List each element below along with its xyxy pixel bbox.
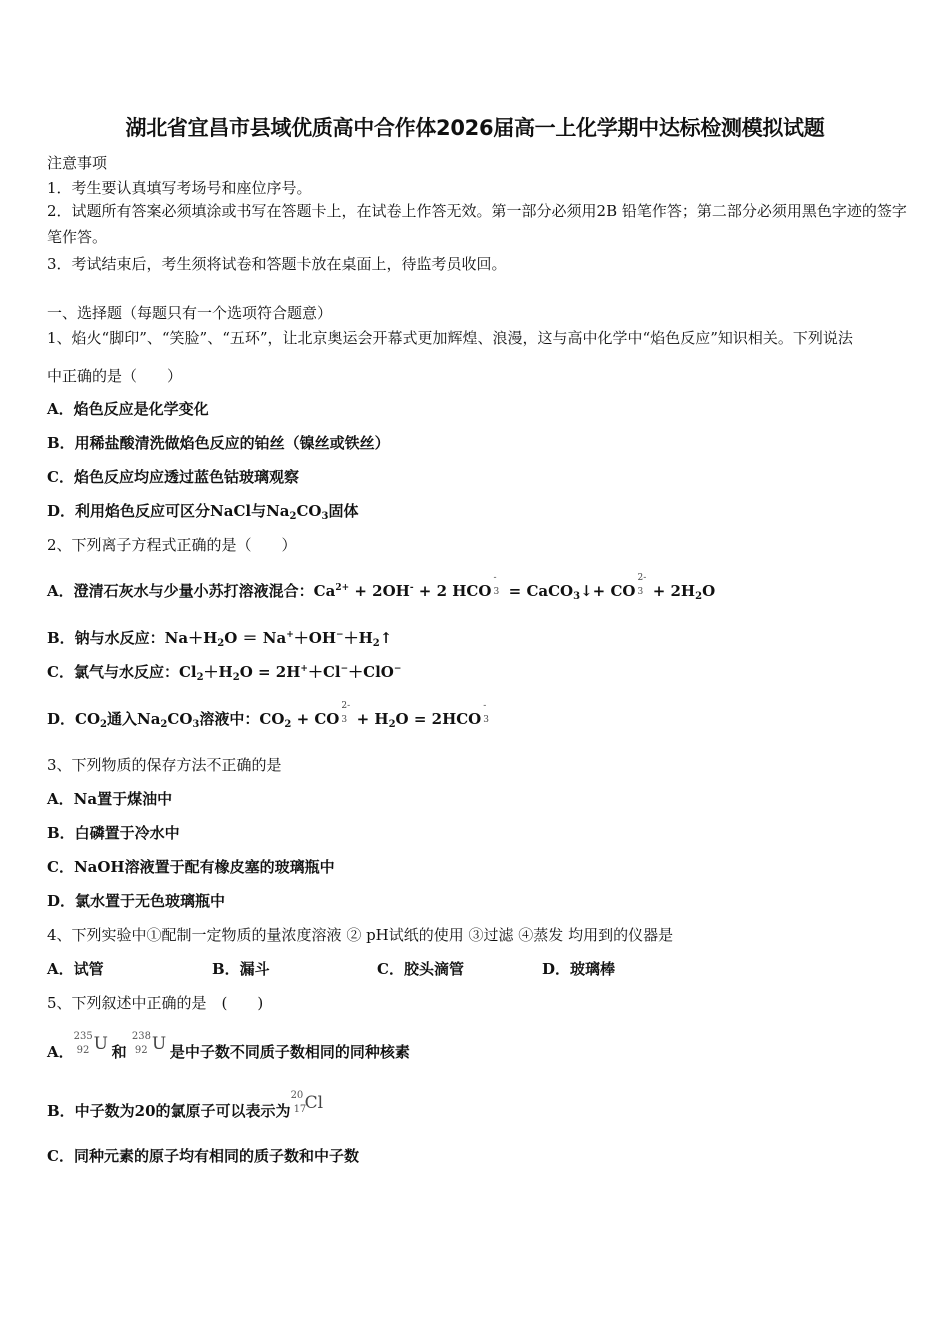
q2-option-d: D．$CO_2$通入$Na_2CO_3$溶液中：$CO_2$ + CO 2- 3 + $H_2O = 2HCO$ - 3 [47,708,493,729]
q5-stem: 5、下列叙述中正确的是 ( ) [47,994,264,1012]
q3-option-c: C．NaOH溶液置于配有橡皮塞的玻璃瓶中 [47,858,335,876]
ion-charge-label: - 3 [483,701,489,725]
notice-heading: 注意事项 [47,154,108,172]
q5-option-c: C．同种元素的原子均有相同的质子数和中子数 [47,1147,359,1165]
q1-stem: 1、焰火“脚印”、“笑脸”、“五环”，让北京奥运会开幕式更加辉煌、浪漫，这与高中化学中“焰色反应”知识相关。下列说法 [47,329,853,347]
q5-option-b: B．中子数为20的氯原子可以表示为 20 17 Cl [47,1098,329,1121]
q2-option-c: C．氯气与水反应：$Cl_2+H_2O = 2H^++Cl^-+ClO^-$ [47,663,402,683]
ion-charge-label: 2- 3 [637,573,647,597]
q2-option-b: B．钠与水反应：$Na+H_2O$ ＝ $Na^++OH^-+H_2↑$ [47,629,393,649]
ion-charge-label: 2- 3 [341,701,351,725]
q1-option-a: A．焰色反应是化学变化 [47,400,209,418]
nuclide-u238: 238 92 U [131,1031,167,1056]
nuclide-u235: 235 92 U [73,1031,108,1056]
q2-stem: 2、下列离子方程式正确的是（ ） [47,536,297,554]
q1-option-d: D．利用焰色反应可区分NaCl与$Na_2CO_3$固体 [47,502,359,522]
page-title: 湖北省宜昌市县域优质高中合作体2026届高一上化学期中达标检测模拟试题 [125,116,825,140]
q3-option-a: A．Na置于煤油中 [47,790,173,808]
nuclide-cl: 20 17 Cl [290,1090,324,1115]
notice-item-3: 3．考试结束后，考生须将试卷和答题卡放在桌面上，待监考员收回。 [47,255,507,273]
q4-stem: 4、下列实验中①配制一定物质的量浓度溶液 ② pH试纸的使用 ③过滤 ④蒸发 均用到的仪器是 [47,926,674,944]
section-heading: 一、选择题（每题只有一个选项符合题意） [47,304,333,322]
q5-option-a: A． 235 92 U 和 238 92 U 是中子数不同质子数相同的同种核素 [47,1031,410,1061]
q1-option-c: C．焰色反应均应透过蓝色钴玻璃观察 [47,468,299,486]
q4-option-b: B．漏斗 [212,960,270,978]
q4-option-c: C．胶头滴管 [377,960,464,978]
q2-option-a: A．澄清石灰水与少量小苏打溶液混合：$Ca^{2+} + 2OH^- + 2$ HCO - 3 = CaCO$_3$↓+ CO 2- 3 + $2H_2O$ [47,573,716,602]
q1-option-b: B．用稀盐酸清洗做焰色反应的铂丝（镍丝或铁丝） [47,434,390,452]
q3-option-d: D．氯水置于无色玻璃瓶中 [47,892,226,910]
notice-item-2: 2．试题所有答案必须填涂或书写在答题卡上，在试卷上作答无效。第一部分必须用2B 铅笔作答；第二部分必须用黑色字迹的签字笔作答。 [47,202,907,246]
q4-option-d: D．玻璃棒 [542,960,616,978]
ion-charge-label: - 3 [493,573,500,597]
notice-item-1: 1．考生要认真填写考场号和座位序号。 [47,179,312,197]
q4-option-a: A．试管 [47,960,104,978]
q1-stem-cont: 中正确的是（ ） [47,367,183,385]
q3-stem: 3、下列物质的保存方法不正确的是 [47,756,282,774]
q3-option-b: B．白磷置于冷水中 [47,824,180,842]
